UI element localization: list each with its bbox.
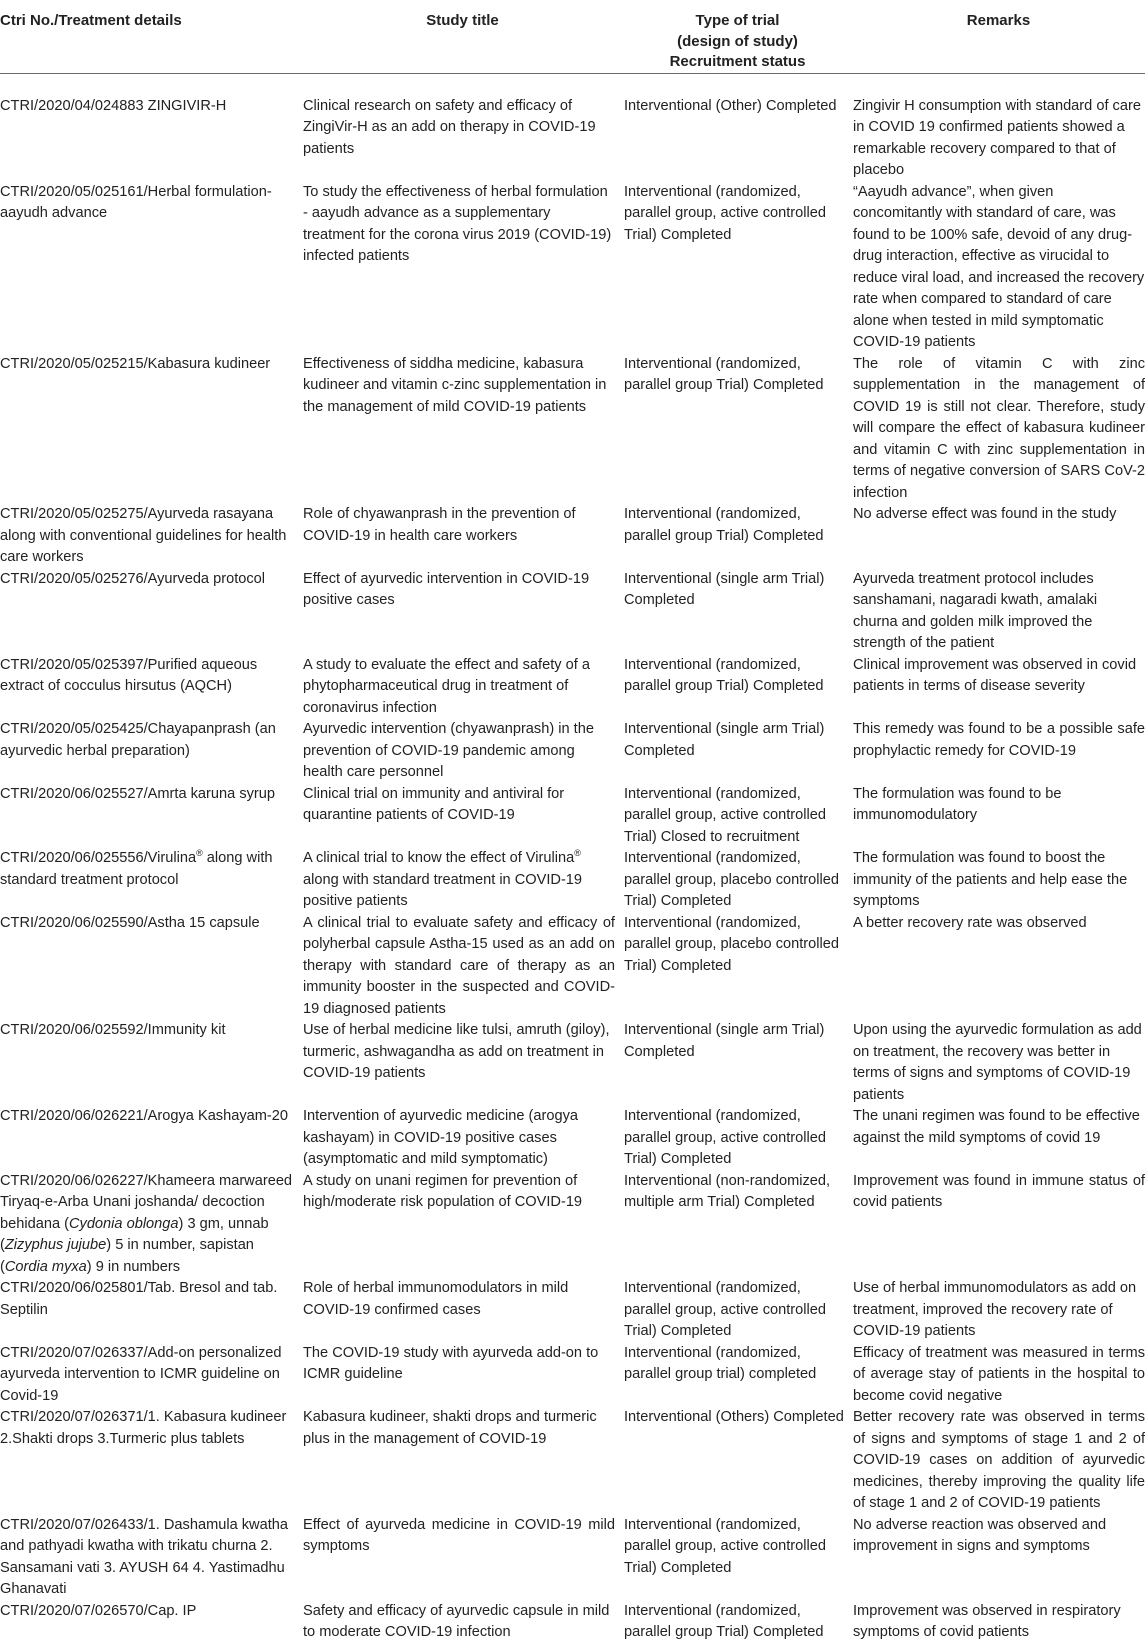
type-cell: Interventional (randomized, parallel group, active controlled Trial) Completed	[624, 183, 826, 243]
ctri-cell: CTRI/2020/06/025592/Immunity kit	[0, 1022, 226, 1038]
table-row	[0, 1278, 1145, 1343]
type-cell: Interventional (randomized, parallel group, active controlled Trial) Closed to recruitment	[624, 785, 826, 845]
ctri-cell: CTRI/2020/05/025275/Ayurveda rasayana along with conventional guidelines for health care workers	[0, 506, 287, 565]
remarks-cell: The formulation was found to be immunomodulatory	[853, 785, 1062, 823]
ctri-cell: CTRI/2020/07/026371/1. Kabasura kudineer 2.Shakti drops 3.Turmeric plus tablets	[0, 1409, 287, 1447]
table-header-row	[0, 0, 1145, 73]
header-type-line3: Recruitment status	[669, 53, 806, 70]
title-cell: The COVID-19 study with ayurveda add-on to ICMR guideline	[303, 1344, 599, 1382]
table-row	[0, 655, 1145, 720]
registered-mark: ®	[196, 848, 203, 859]
type-cell: Interventional (non-randomized, multiple arm Trial) Completed	[624, 1172, 831, 1210]
remarks-cell: No adverse reaction was observed and improvement in signs and symptoms	[853, 1516, 1107, 1554]
title-text: A clinical trial to know the effect of Virulina	[303, 850, 575, 866]
remarks-cell: Clinical improvement was observed in covid patients in terms of disease severity	[853, 656, 1137, 694]
remarks-cell: The unani regimen was found to be effective against the mild symptoms of covid 19	[853, 1108, 1140, 1146]
ctri-text: along with standard treatment protocol	[0, 850, 273, 888]
ctri-text: ) 3 gm, unnab (	[0, 1215, 269, 1253]
title-cell: Safety and efficacy of ayurvedic capsule in mild to moderate COVID-19 infection	[303, 1602, 610, 1640]
header-remarks: Remarks	[966, 12, 1031, 29]
title-cell: Role of herbal immunomodulators in mild COVID-19 confirmed cases	[303, 1280, 569, 1318]
remarks-cell: The role of vitamin C with zinc supplementation in the management of COVID 19 is still not clear. Therefore, study will compare the effect of kabasura kudineer and vitamin C with zinc supplementation in terms of negative conversion of SARS CoV-2 infection	[853, 355, 1145, 501]
ctri-text: CTRI/2020/06/025556/Virulina	[0, 850, 197, 866]
ctri-cell	[0, 848, 302, 913]
title-cell: Clinical research on safety and efficacy of ZingiVir-H as an add on therapy in COVID-19 patients	[303, 97, 596, 157]
type-cell: Interventional (randomized, parallel group, active controlled Trial) Completed	[624, 1108, 826, 1167]
type-cell: Interventional (randomized, parallel group trial) completed	[624, 1344, 817, 1382]
type-cell: Interventional (randomized, parallel group Trial) Completed	[624, 656, 824, 694]
ctri-cell: CTRI/2020/07/026433/1. Dashamula kwatha and pathyadi kwatha with trikatu churna 2. Sansamani vati 3. AYUSH 64 4. Yastimadhu Ghanavati	[0, 1516, 288, 1597]
remarks-cell: No adverse effect was found in the study	[853, 506, 1117, 522]
ctri-cell: CTRI/2020/05/025161/Herbal formulation-aayudh advance	[0, 183, 272, 221]
header-type-line2: (design of study)	[677, 32, 798, 50]
ctri-text: CTRI/2020/06/026227/Khameera marwareed Tiryaq-e-Arba Unani joshanda/ decoction behidana (	[0, 1172, 293, 1232]
title-text: along with standard treatment in COVID-19 positive patients	[303, 871, 583, 909]
remarks-cell: Better recovery rate was observed in terms of signs and symptoms of stage 1 and 2 of COVID-19 cases on addition of ayurvedic medicines, thereby improving the quality life of stage 1 and 2 of COVID-19 patients	[853, 1409, 1145, 1511]
table-row	[0, 73, 1145, 182]
type-cell: Interventional (Other) Completed	[624, 97, 837, 114]
type-cell: Interventional (randomized, parallel group Trial) Completed	[624, 1602, 824, 1640]
table-row	[0, 1515, 1145, 1601]
ctri-cell: CTRI/2020/05/025276/Ayurveda protocol	[0, 570, 266, 587]
ctri-cell: CTRI/2020/06/025527/Amrta karuna syrup	[0, 785, 276, 802]
type-cell: Interventional (randomized, parallel group Trial) Completed	[624, 355, 824, 393]
title-cell: Effect of ayurveda medicine in COVID-19 mild symptoms	[303, 1516, 615, 1554]
ctri-text: ) 5 in number, sapistan (	[0, 1237, 254, 1275]
remarks-cell: Improvement was found in immune status of covid patients	[853, 1172, 1145, 1210]
type-cell: Interventional (single arm Trial) Completed	[624, 570, 825, 608]
table-row	[0, 848, 1145, 913]
remarks-cell: Zingivir H consumption with standard of care in COVID 19 confirmed patients showed a remarkable recovery compared to that of placebo	[853, 97, 1141, 178]
title-cell	[302, 848, 623, 913]
remarks-cell: Ayurveda treatment protocol includes sanshamani, nagaradi kwath, amalaki churna and golden milk improved the strength of the patient	[853, 570, 1098, 651]
title-cell: A study on unani regimen for prevention of high/moderate risk population of COVID-19	[303, 1172, 583, 1210]
type-cell: Interventional (randomized, parallel group, active controlled Trial) Completed	[624, 1280, 826, 1339]
ctri-cell: CTRI/2020/06/026221/Arogya Kashayam-20	[0, 1108, 288, 1124]
table-row	[0, 1343, 1145, 1408]
title-cell: Ayurvedic intervention (chyawanprash) in the prevention of COVID-19 pandemic among health care personnel	[303, 721, 594, 780]
registered-mark: ®	[574, 848, 581, 859]
ctri-cell: CTRI/2020/07/026337/Add-on personalized ayurveda intervention to ICMR guideline on Covid-19	[0, 1344, 282, 1404]
table-row	[0, 1171, 1145, 1279]
ctri-cell: CTRI/2020/06/025801/Tab. Bresol and tab. Septilin	[0, 1280, 278, 1318]
type-cell: Interventional (randomized, parallel group Trial) Completed	[624, 506, 824, 544]
remarks-cell: A better recovery rate was observed	[853, 914, 1087, 931]
title-cell: Effectiveness of siddha medicine, kabasura kudineer and vitamin c-zinc supplementation in the management of mild COVID-19 patients	[303, 355, 607, 415]
title-cell: Role of chyawanprash in the prevention of COVID-19 in health care workers	[303, 506, 576, 544]
ctri-cell: CTRI/2020/05/025215/Kabasura kudineer	[0, 355, 271, 372]
table-row	[0, 354, 1145, 505]
table-row	[0, 1407, 1145, 1515]
title-cell: To study the effectiveness of herbal formulation - aayudh advance as a supplementary treatment for the corona virus 2019 (COVID-19) infected patients	[303, 183, 612, 264]
ctri-cell: CTRI/2020/06/025590/Astha 15 capsule	[0, 914, 260, 931]
header-type-line1: Type of trial	[695, 12, 780, 29]
ctri-cell: CTRI/2020/07/026570/Cap. IP	[0, 1602, 197, 1619]
remarks-cell: Use of herbal immunomodulators as add on treatment, improved the recovery rate of COVID-19 patients	[853, 1280, 1137, 1339]
type-cell: Interventional (Others) Completed	[624, 1409, 844, 1425]
ctri-text: ) 9 in numbers	[86, 1258, 181, 1275]
species-name: Zizyphus jujube	[4, 1237, 107, 1253]
remarks-cell: “Aayudh advance”, when given concomitantly with standard of care, was found to be 100% safe, devoid of any drug-drug interaction, effective as virucidal to reduce viral load, and increased the recovery rate when compared to standard of care alone when tested in mild symptomatic COVID-19 patients	[853, 183, 1145, 350]
remarks-cell: Upon using the ayurvedic formulation as add on treatment, the recovery was better in terms of signs and symptoms of COVID-19 patients	[853, 1022, 1142, 1103]
remarks-cell: Improvement was observed in respiratory symptoms of covid patients	[853, 1602, 1121, 1640]
header-study-title: Study title	[426, 12, 499, 29]
type-cell: Interventional (single arm Trial) Completed	[624, 721, 825, 759]
title-cell: A clinical trial to evaluate safety and efficacy of polyherbal capsule Astha-15 used as an add on therapy with standard care of therapy as an immunity booster in the suspected and COVID-19 diagnosed patients	[303, 914, 615, 1017]
title-cell: Intervention of ayurvedic medicine (arogya kashayam) in COVID-19 positive cases (asymptomatic and mild symptomatic)	[303, 1108, 578, 1167]
species-name: Cordia myxa	[4, 1258, 87, 1275]
ctri-cell: CTRI/2020/05/025425/Chayapanprash (an ayurvedic herbal preparation)	[0, 721, 276, 759]
table-row	[0, 1601, 1145, 1644]
table-row	[0, 1020, 1145, 1106]
title-cell: A study to evaluate the effect and safety of a phytopharmaceutical drug in treatment of coronavirus infection	[303, 656, 590, 716]
remarks-cell: This remedy was found to be a possible safe prophylactic remedy for COVID-19	[853, 721, 1145, 759]
table-row	[0, 182, 1145, 354]
title-cell: Clinical trial on immunity and antiviral for quarantine patients of COVID-19	[303, 785, 565, 823]
table-row	[0, 1106, 1145, 1171]
table-row	[0, 504, 1145, 569]
species-name: Cydonia oblonga	[68, 1215, 179, 1232]
type-cell: Interventional (single arm Trial) Completed	[624, 1022, 825, 1060]
remarks-cell: Efficacy of treatment was measured in terms of average stay of patients in the hospital to become covid negative	[853, 1344, 1145, 1404]
title-cell: Kabasura kudineer, shakti drops and turmeric plus in the management of COVID-19	[303, 1409, 597, 1447]
ctri-cell	[0, 1171, 302, 1279]
type-cell: Interventional (randomized, parallel group, active controlled Trial) Completed	[624, 1516, 826, 1576]
table-row	[0, 569, 1145, 655]
table-row	[0, 784, 1145, 849]
table-row	[0, 719, 1145, 784]
title-cell: Effect of ayurvedic intervention in COVID-19 positive cases	[303, 570, 590, 608]
type-cell: Interventional (randomized, parallel group, placebo controlled Trial) Completed	[624, 914, 839, 974]
header-ctri: Ctri No./Treatment details	[0, 12, 182, 29]
ctri-cell: CTRI/2020/04/024883 ZINGIVIR-H	[0, 97, 227, 114]
ctri-cell: CTRI/2020/05/025397/Purified aqueous extract of cocculus hirsutus (AQCH)	[0, 656, 258, 694]
remarks-cell: The formulation was found to boost the immunity of the patients and help ease the symptoms	[853, 850, 1128, 909]
header-type-of-trial	[623, 0, 852, 73]
title-cell: Use of herbal medicine like tulsi, amruth (giloy), turmeric, ashwagandha as add on treatment in COVID-19 patients	[303, 1022, 610, 1081]
table-row	[0, 913, 1145, 1021]
type-cell: Interventional (randomized, parallel group, placebo controlled Trial) Completed	[624, 850, 839, 909]
